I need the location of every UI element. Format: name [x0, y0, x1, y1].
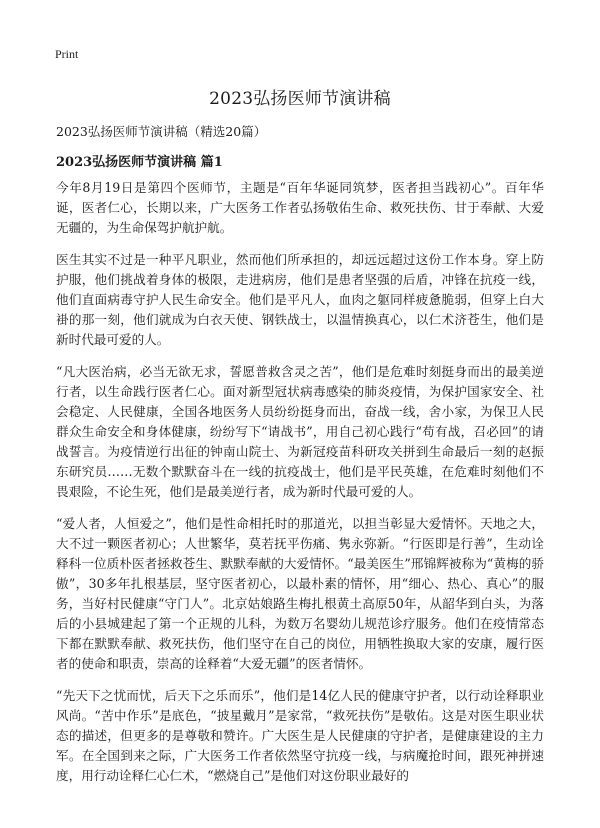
paragraph: “先天下之忧而忧，后天下之乐而乐”，他们是14亿人民的健康守护者，以行动诠释职业风尚。“苦中作乐”是底色，“披星戴月”是家常，“救死扶伤”是敬佑。这是对医生职业状态的描述，但更多的是尊敬和赞许。广大医生是人民健康的守护者，是健康建设的主力军。在全国到来之际，广大医务工作者依然坚守抗疫一线，与病魔抢时间，跟死神拼速度，用行动诠释仁心仁术，“燃烧自己”是他们对这份职业最好的	[56, 688, 544, 783]
page-title: 2023弘扬医师节演讲稿	[209, 89, 391, 109]
print-link[interactable]: Print	[55, 47, 79, 61]
article-body	[56, 178, 544, 798]
paragraph: “凡大医治病，必当无欲无求，誓愿普救含灵之苦”，他们是危难时刻挺身而出的最美逆行者，以生命践行医者仁心。面对新型冠状病毒感染的肺炎疫情，为保护国家安全、社会稳定、人民健康，全国各地医务人员纷纷挺身而出，奋战一线，舍小家，为保卫人民群众生命安全和身体健康，纷纷写下“请战书”，用自己初心践行“苟有战，召必回”的请战誓言。为疫情逆行出征的钟南山院士、为新冠疫苗科研攻关拼到生命最后一刻的赵振东研究员……无数个默默奋斗在一线的抗疫战士，他们是平民英雄，在危难时刻他们不畏艰险，不论生死，他们是最美逆行者，成为新时代最可爱的人。	[56, 364, 544, 499]
paragraph: 医生其实不过是一种平凡职业，然而他们所承担的，却远远超过这份工作本身。穿上防护服，他们挑战着身体的极限，走进病房，他们是患者坚强的后盾，冲锋在抗疫一线，他们直面病毒守护人民生命安全。他们是平凡人，血肉之躯同样疲惫脆弱，但穿上白大褂的那一刻，他们就成为白衣天使、钢铁战士，以温情换真心，以仁术济苍生，他们是新时代最可爱的人。	[56, 252, 544, 347]
paragraph: 今年8月19日是第四个医师节，主题是“百年华诞同筑梦，医者担当践初心”。百年华诞，医者仁心，长期以来，广大医务工作者弘扬敬佑生命、救死扶伤、甘于奉献、大爱无疆的，为生命保驾护航护航。	[56, 180, 544, 235]
document-subtitle: 2023弘扬医师节演讲稿（精选20篇）	[56, 124, 267, 139]
section-heading: 2023弘扬医师节演讲稿 篇1	[56, 155, 223, 170]
paragraph: “爱人者，人恒爱之”，他们是性命相托时的那道光，以担当彰显大爱情怀。天地之大，大不过一颗医者初心；人世繁华，莫若抚平伤痛、隽永弥新。“行医即是行善”，生动诠释科一位质朴医者拯救苍生、默默奉献的大爱情怀。“最美医生”邢锦辉被称为“黄梅的骄傲”，30多年扎根基层，坚守医者初心，以最朴素的情怀，用“细心、热心、真心”的服务，当好村民健康“守门人”。北京姑娘路生梅扎根黄土高原50年，从韶华到白头，为落后的小县城建起了第一个正规的儿科，为数万名婴幼儿规范诊疗服务。他们在疫情常态下都在默默奉献、救死扶伤，他们坚守在自己的岗位，用牺牲换取大家的安康，履行医者的使命和职责，崇高的诠释着“大爱无疆”的医者情怀。	[56, 516, 544, 671]
